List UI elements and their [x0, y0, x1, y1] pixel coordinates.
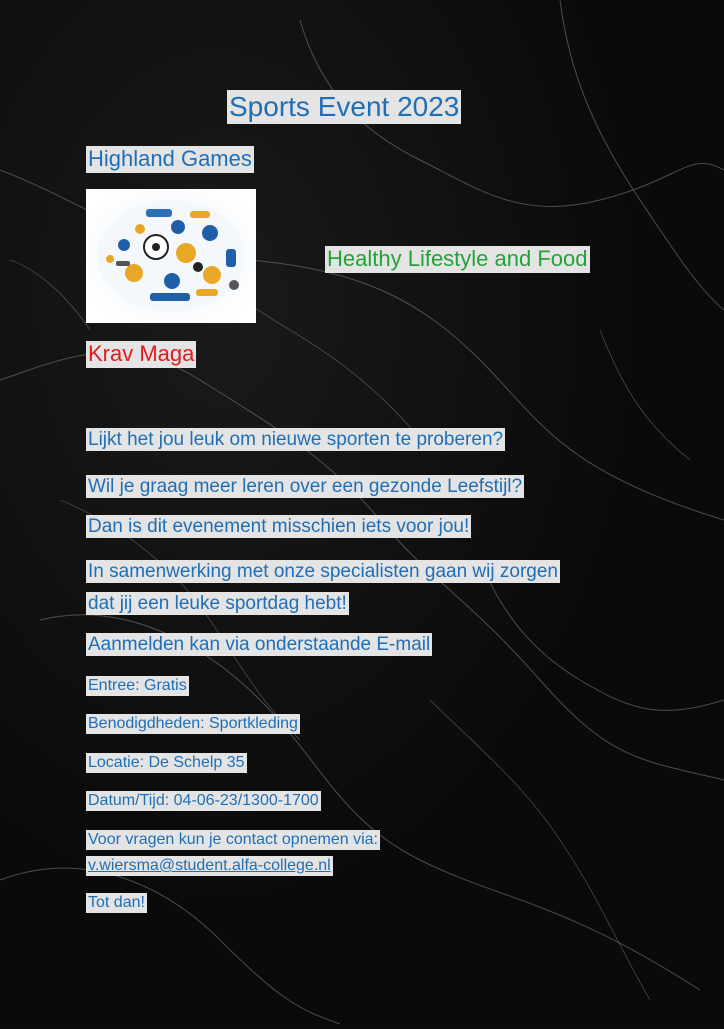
section-healthy-lifestyle: Healthy Lifestyle and Food: [327, 246, 588, 271]
page-title: Sports Event 2023: [227, 90, 461, 124]
benodigdheden-info: Benodigdheden: Sportkleding: [88, 715, 298, 732]
intro-line-4a: In samenwerking met onze specialisten gaan wij zorgen: [88, 561, 558, 582]
intro-line-4b: dat jij een leuke sportdag hebt!: [88, 593, 347, 614]
entree-info: Entree: Gratis: [88, 677, 187, 694]
datum-info: Datum/Tijd: 04-06-23/1300-1700: [88, 792, 319, 809]
intro-line-3: Dan is dit evenement misschien iets voor jou!: [88, 516, 470, 537]
intro-line-1: Lijkt het jou leuk om nieuwe sporten te proberen?: [88, 429, 504, 450]
contact-email-link[interactable]: v.wiersma@student.alfa-college.nl: [88, 857, 331, 874]
section-krav-maga: Krav Maga: [88, 341, 195, 366]
intro-line-2: Wil je graag meer leren over een gezonde Leefstijl?: [88, 476, 523, 497]
sports-collage-icon: [86, 189, 256, 323]
signup-line: Aanmelden kan via onderstaande E-mail: [88, 634, 431, 655]
closing-line: Tot dan!: [88, 894, 145, 911]
contact-info: Voor vragen kun je contact opnemen via:: [88, 831, 378, 848]
section-highland-games: Highland Games: [88, 146, 252, 171]
locatie-info: Locatie: De Schelp 35: [88, 754, 245, 771]
